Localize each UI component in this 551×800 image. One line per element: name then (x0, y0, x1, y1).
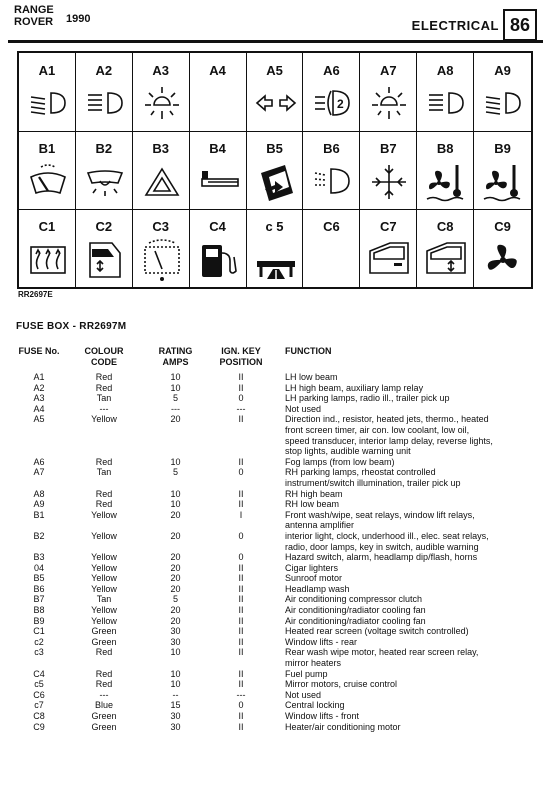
table-row (14, 679, 539, 690)
fuse-number: A7 (33, 467, 45, 478)
fuse-code-label: A2 (95, 63, 113, 78)
rating-amps: 20 (170, 552, 181, 563)
fuse-cell (247, 209, 304, 287)
colour-code: Red (95, 488, 113, 499)
ign-key-position: II (238, 573, 244, 584)
cigar-lighter-icon (198, 159, 240, 203)
header-year: 1990 (66, 13, 91, 25)
rating-amps: -- (172, 689, 179, 700)
table-row (14, 637, 539, 648)
fuse-number: B7 (33, 594, 45, 605)
function-text (275, 711, 539, 722)
fuse-cell (133, 53, 190, 131)
colour-code: Blue (94, 700, 113, 711)
fuse-box-title: FUSE BOX - RR2697M (16, 321, 127, 332)
rating-amps: 20 (170, 583, 181, 594)
hazard-icon (141, 159, 183, 203)
function-text (275, 531, 539, 552)
fuse-number: C4 (33, 668, 45, 679)
table-row (14, 700, 539, 711)
colour-code: Yellow (91, 615, 117, 626)
function-line: Not used (285, 403, 322, 414)
function-line: Headlamp wash (285, 583, 350, 594)
fuse-number: A9 (33, 499, 45, 510)
function-line: Hazard switch, alarm, headlamp dip/flash, horns (285, 552, 478, 563)
colour-code: Tan (96, 594, 112, 605)
heated-rear-screen-icon (27, 237, 69, 281)
colour-code: Tan (96, 393, 112, 404)
table-row (14, 690, 539, 701)
function-text (275, 393, 539, 404)
ign-key-position: 0 (238, 552, 244, 563)
fuse-number: c5 (34, 679, 44, 690)
fuse-cell (303, 53, 360, 131)
ign-key-position: 0 (238, 530, 244, 541)
function-line: Air conditioning/radiator cooling fan (285, 615, 426, 626)
fuse-code-label: B2 (95, 141, 113, 156)
function-text (275, 616, 539, 627)
ign-key-position: II (238, 668, 244, 679)
air-con-icon (368, 159, 410, 203)
fuse-number: C6 (33, 689, 45, 700)
low-beam-icon (27, 81, 69, 125)
function-line: Fog lamps (from low beam) (285, 456, 395, 467)
colour-code: Yellow (91, 509, 117, 520)
fuse-diagram-row (19, 131, 531, 210)
fuse-code-label: C4 (209, 219, 226, 234)
header-fuse: FUSE No. (18, 346, 60, 356)
ign-key-position: 0 (238, 467, 244, 478)
function-line: Front wash/wipe, seat relays, window lift relays, (285, 509, 475, 520)
fuse-number: A3 (33, 393, 45, 404)
parking-lamp-icon (368, 81, 410, 125)
fuse-cell (247, 131, 304, 209)
rating-amps: 20 (170, 509, 181, 520)
function-text (275, 594, 539, 605)
front-wiper-icon (27, 159, 69, 203)
header-rule (8, 40, 543, 43)
sunroof-icon (255, 159, 297, 203)
function-text (275, 457, 539, 468)
fuse-cell (19, 131, 76, 209)
function-line: Heated rear screen (voltage switch controlled) (285, 626, 469, 637)
function-text (275, 552, 539, 563)
colour-code: Red (95, 499, 113, 510)
window-lift-rear-icon (84, 237, 126, 281)
function-line: Fuel pump (285, 668, 328, 679)
function-text (275, 467, 539, 488)
rating-amps: 20 (170, 605, 181, 616)
table-row (14, 626, 539, 637)
function-line: Air conditioning/radiator cooling fan (285, 605, 426, 616)
ign-key-position: II (238, 626, 244, 637)
rating-amps: 10 (170, 372, 181, 382)
colour-code: Tan (96, 467, 112, 478)
function-text (275, 722, 539, 733)
fuse-number: c7 (34, 700, 44, 711)
table-row (14, 531, 539, 552)
colour-code: Yellow (91, 414, 117, 425)
fuse-code-label: B1 (38, 141, 56, 156)
fuse-number: B8 (33, 605, 45, 616)
fuse-code-label: C7 (379, 219, 397, 234)
fuse-number: C9 (33, 721, 45, 732)
mirror-motor-icon (255, 237, 297, 281)
page-number-box: 86 (503, 9, 537, 41)
ign-key-position: II (238, 488, 244, 499)
rating-amps: 20 (170, 615, 181, 626)
table-row (14, 404, 539, 415)
rating-amps: 10 (170, 488, 181, 499)
function-text (275, 404, 539, 415)
fuse-code-label: C6 (323, 219, 340, 234)
function-line: mirror heaters (285, 658, 342, 669)
colour-code: Yellow (91, 573, 117, 584)
header-function: FUNCTION (285, 346, 332, 356)
colour-code: Yellow (91, 552, 117, 563)
fuse-cell (190, 131, 247, 209)
ign-key-position: II (238, 647, 244, 658)
fuse-diagram-row (19, 53, 531, 132)
table-row (14, 584, 539, 595)
fuse-cell (417, 209, 474, 287)
function-line: Window lifts - front (285, 711, 360, 721)
fuse-cell (76, 53, 133, 131)
ign-key-position: II (238, 679, 244, 690)
fuse-number: A1 (33, 372, 45, 382)
fuse-code-label: B9 (494, 141, 511, 156)
function-text (275, 679, 539, 690)
make-line1: RANGE (14, 4, 54, 16)
cooling-fan-icon (425, 159, 467, 203)
function-text (275, 499, 539, 510)
ign-key-position: II (238, 372, 244, 382)
fuse-number: B2 (33, 530, 45, 541)
rating-amps: 30 (170, 721, 181, 732)
table-row (14, 573, 539, 584)
fuse-code-label: C1 (38, 219, 56, 234)
table-row (14, 594, 539, 605)
heater-fan-icon (482, 237, 524, 281)
fuse-cell (474, 209, 531, 287)
function-line: Not used (285, 689, 322, 700)
rating-amps: 5 (172, 467, 178, 478)
function-text (275, 563, 539, 574)
colour-code: Red (95, 372, 113, 382)
function-text (275, 489, 539, 500)
fuse-code-label: B4 (209, 141, 226, 156)
ign-key-position: II (238, 594, 244, 605)
function-line: instrument/switch illumination, trailer pick up (285, 477, 461, 488)
fuse-table (14, 372, 539, 732)
table-row (14, 457, 539, 468)
fuse-diagram-row (19, 209, 531, 287)
table-row (14, 647, 539, 668)
ign-key-position: II (238, 583, 244, 594)
fuse-cell (474, 53, 531, 131)
table-row (14, 711, 539, 722)
fuse-number: B6 (33, 583, 45, 594)
ign-key-position: --- (236, 689, 246, 700)
fuse-number: B9 (33, 615, 45, 626)
function-text (275, 605, 539, 616)
fuse-cell (360, 53, 417, 131)
ign-key-position: 0 (238, 393, 244, 404)
function-line: stop lights, audible warning unit (285, 446, 411, 457)
interior-light-icon (84, 159, 126, 203)
function-line: RH parking lamps, rheostat controlled (285, 467, 436, 478)
function-text (275, 647, 539, 668)
ign-key-position: --- (236, 403, 246, 414)
function-line: interior light, clock, underhood ill., elec. seat relays, (285, 530, 489, 541)
fuse-code-label: B7 (379, 141, 397, 156)
table-row (14, 552, 539, 563)
rating-amps: 20 (170, 573, 181, 584)
rear-wash-wipe-icon (141, 237, 183, 281)
fuse-number: A8 (33, 488, 45, 499)
fuse-cell (247, 53, 304, 131)
function-line: Window lifts - rear (285, 636, 358, 647)
rating-amps: 5 (172, 393, 178, 404)
function-text (275, 626, 539, 637)
colour-code: Red (95, 382, 113, 393)
fuse-code-label: C3 (152, 219, 170, 234)
colour-code: Yellow (91, 583, 117, 594)
function-line: Cigar lighters (285, 562, 339, 573)
table-row (14, 467, 539, 488)
rating-amps: 30 (170, 636, 181, 647)
fuel-pump-icon (198, 237, 240, 281)
direction-indicator-icon (255, 81, 297, 125)
table-row (14, 669, 539, 680)
table-row (14, 563, 539, 574)
fuse-number: A6 (33, 456, 45, 467)
fuse-code-label: A7 (379, 63, 397, 78)
function-line: Direction ind., resistor, heated jets, thermo., heated (285, 414, 489, 425)
fuse-code-label: A4 (209, 63, 226, 78)
ign-key-position: II (238, 382, 244, 393)
function-line: Central locking (285, 700, 345, 711)
colour-code: --- (99, 403, 109, 414)
function-line: speed transducer, interior lamp delay, reverse lights, (285, 435, 493, 446)
function-line: LH high beam, auxiliary lamp relay (285, 382, 424, 393)
rating-amps: 20 (170, 530, 181, 541)
function-line: Heater/air conditioning motor (285, 721, 401, 732)
fuse-number: C8 (33, 711, 45, 721)
table-row (14, 499, 539, 510)
rating-amps: 20 (170, 414, 181, 425)
rating-amps: --- (171, 403, 180, 414)
rating-amps: 20 (170, 562, 181, 573)
high-beam-icon (425, 81, 467, 125)
function-line: LH low beam (285, 372, 338, 382)
make-line2: ROVER (14, 16, 54, 28)
fuse-code-label: A1 (38, 63, 56, 78)
colour-code: Green (91, 636, 117, 647)
function-text (275, 573, 539, 584)
fuse-number: B3 (33, 552, 45, 563)
function-line: Mirror motors, cruise control (285, 679, 398, 690)
function-text (275, 700, 539, 711)
fuse-code-label: B6 (323, 141, 340, 156)
colour-code: Green (91, 626, 117, 637)
fuse-cell (417, 53, 474, 131)
function-text (275, 414, 539, 456)
fog-lamp-icon (311, 81, 353, 125)
header-make (14, 4, 54, 28)
function-line: front screen timer, air con. low coolant, low oil, (285, 424, 470, 435)
table-row (14, 372, 539, 383)
ign-key-position: II (238, 636, 244, 647)
colour-code: Yellow (91, 562, 117, 573)
window-lift-front-icon (425, 237, 467, 281)
function-line: RH high beam (285, 488, 343, 499)
fuse-cell (474, 131, 531, 209)
colour-code: Red (95, 679, 113, 690)
fuse-cell (360, 209, 417, 287)
function-line: Sunroof motor (285, 573, 343, 584)
fuse-cell (303, 209, 360, 287)
function-line: LH parking lamps, radio ill., trailer pick up (285, 393, 450, 404)
fuse-code-label: A8 (436, 63, 454, 78)
low-beam-icon (482, 81, 524, 125)
fuse-code-label: A3 (152, 63, 170, 78)
fuse-number: A4 (33, 403, 45, 414)
table-row (14, 383, 539, 394)
ign-key-position: II (238, 414, 244, 425)
headlamp-wash-icon (311, 159, 353, 203)
rating-amps: 30 (170, 711, 181, 721)
fuse-code-label: A6 (323, 63, 340, 78)
function-line: Air conditioning compressor clutch (285, 594, 423, 605)
fuse-cell (303, 131, 360, 209)
header-amps: RATING AMPS (158, 346, 193, 367)
colour-code: --- (99, 689, 109, 700)
colour-code: Green (91, 711, 117, 721)
fuse-number: B5 (33, 573, 45, 584)
fuse-number: c3 (34, 647, 44, 658)
fuse-cell (133, 209, 190, 287)
rating-amps: 30 (170, 626, 181, 637)
rating-amps: 10 (170, 456, 181, 467)
ign-key-position: II (238, 562, 244, 573)
function-text (275, 510, 539, 531)
ign-key-position: 0 (238, 700, 244, 711)
fuse-cell (190, 209, 247, 287)
colour-code: Yellow (91, 530, 117, 541)
header-section: ELECTRICAL (411, 18, 499, 33)
fuse-cell (417, 131, 474, 209)
rating-amps: 15 (170, 700, 181, 711)
table-row (14, 393, 539, 404)
function-line: RH low beam (285, 499, 340, 510)
table-row (14, 489, 539, 500)
fuse-number: B1 (33, 509, 45, 520)
fuse-code-label: C8 (436, 219, 454, 234)
fuse-number: c2 (34, 636, 44, 647)
function-text (275, 637, 539, 648)
table-row (14, 510, 539, 531)
table-row (14, 616, 539, 627)
fuse-code-label: B5 (266, 141, 283, 156)
fuse-code-label: A5 (266, 63, 283, 78)
fuse-code-label: C9 (494, 219, 511, 234)
svg-text:2: 2 (337, 97, 345, 111)
rating-amps: 10 (170, 382, 181, 393)
rating-amps: 10 (170, 647, 181, 658)
colour-code: Red (95, 668, 113, 679)
rating-amps: 10 (170, 499, 181, 510)
function-line: antenna amplifier (285, 520, 355, 531)
central-locking-icon (368, 237, 410, 281)
ign-key-position: II (238, 499, 244, 510)
fuse-cell (190, 53, 247, 131)
rating-amps: 10 (170, 668, 181, 679)
function-line: radio, door lamps, key in switch, audible warning (285, 541, 479, 552)
function-text (275, 690, 539, 701)
colour-code: Yellow (91, 605, 117, 616)
high-beam-icon (84, 81, 126, 125)
function-text (275, 669, 539, 680)
fuse-number: A2 (33, 382, 45, 393)
fuse-code-label: c 5 (265, 219, 284, 234)
function-line: Rear wash wipe motor, heated rear screen relay, (285, 647, 479, 658)
ign-key-position: II (238, 456, 244, 467)
diagram-ref: RR2697E (18, 290, 53, 299)
fuse-cell (19, 53, 76, 131)
colour-code: Red (95, 647, 113, 658)
fuse-cell (76, 209, 133, 287)
fuse-cell (76, 131, 133, 209)
parking-lamp-icon (141, 81, 183, 125)
ign-key-position: I (239, 509, 243, 520)
cooling-fan-icon (482, 159, 524, 203)
ign-key-position: II (238, 711, 244, 721)
fuse-cell (133, 131, 190, 209)
colour-code: Red (95, 456, 113, 467)
table-row (14, 414, 539, 456)
header-position: IGN. KEY POSITION (219, 346, 263, 367)
function-text (275, 372, 539, 383)
table-row (14, 722, 539, 733)
table-row (14, 605, 539, 616)
fuse-code-label: B3 (152, 141, 170, 156)
fuse-cell (360, 131, 417, 209)
fuse-cell (19, 209, 76, 287)
fuse-code-label: C2 (95, 219, 113, 234)
fuse-diagram (17, 51, 533, 289)
ign-key-position: II (238, 721, 244, 732)
function-text (275, 383, 539, 394)
fuse-number: C1 (33, 626, 45, 637)
fuse-number: 04 (33, 562, 44, 573)
fuse-code-label: B8 (436, 141, 454, 156)
function-text (275, 584, 539, 595)
fuse-code-label: A9 (494, 63, 511, 78)
fuse-number: A5 (33, 414, 45, 425)
ign-key-position: II (238, 605, 244, 616)
ign-key-position: II (238, 615, 244, 626)
colour-code: Green (91, 721, 117, 732)
header-colour: COLOUR CODE (84, 346, 124, 367)
rating-amps: 10 (170, 679, 181, 690)
rating-amps: 5 (172, 594, 178, 605)
